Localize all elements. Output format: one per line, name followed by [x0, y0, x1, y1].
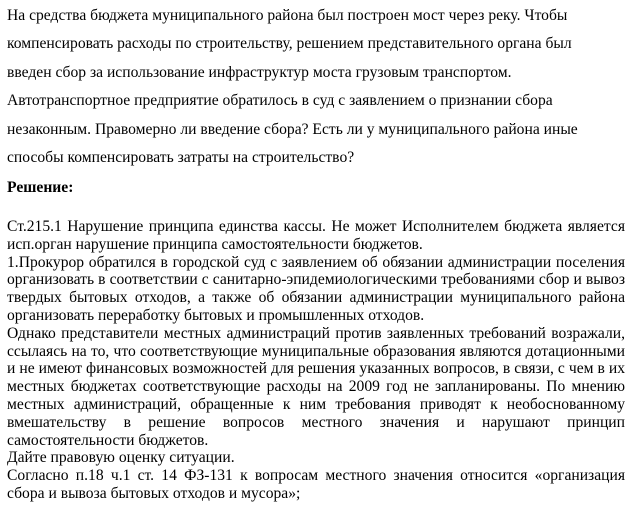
solution-body [7, 218, 625, 503]
question-line: незаконным. Правомерно ли введение сбора? Есть ли у муниципального района иные [7, 120, 578, 138]
solution-paragraph: Согласно п.18 ч.1 ст. 14 ФЗ-131 к вопросам местного значения относится «организация сбора и вывоза бытовых отходов и мусора»; [7, 467, 625, 502]
question-line: На средства бюджета муниципального района был построен мост через реку. Чтобы [7, 7, 568, 24]
question-line: компенсировать расходы по строительству, решением представительного органа был [7, 35, 572, 53]
solution-heading: Решение: [7, 179, 74, 196]
question-line: Автотранспортное предприятие обратилось в суд с заявлением о признании сбора [7, 92, 553, 110]
question-line: введен сбор за использование инфраструктур моста грузовым транспортом. [7, 63, 512, 81]
solution-paragraph: Однако представители местных администраций против заявленных требований возражали, ссылаясь на то, что соответствующие муниципальные образования являются дотационными и не имеют финансовых возможностей для решения указанных вопросов, в связи, с чем в их местных бюджетах соответствующие расходы на 2009 год не запланированы. По мнению местных администраций, обращенные к ним требования приводят к необоснованному вмешательству в решение вопросов местного значения и нарушают принцип самостоятельности бюджетов. [7, 324, 625, 449]
solution-paragraph: Ст.215.1 Нарушение принципа единства кассы. Не может Исполнителем бюджета является исп.орган нарушение принципа самостоятельности бюджетов. [7, 218, 625, 253]
task-question [7, 2, 629, 172]
solution-paragraph: 1.Прокурор обратился в городской суд с заявлением об обязании администрации поселения организовать в соответствии с санитарно-эпидемиологическими требованиями сбор и вывоз твердых бытовых отходов, а также об обязании администрации муниципального района организовать переработку бытовых и промышленных отходов. [7, 253, 625, 324]
question-line: способы компенсировать затраты на строительство? [7, 149, 355, 167]
solution-paragraph: Дайте правовую оценку ситуации. [7, 449, 235, 467]
